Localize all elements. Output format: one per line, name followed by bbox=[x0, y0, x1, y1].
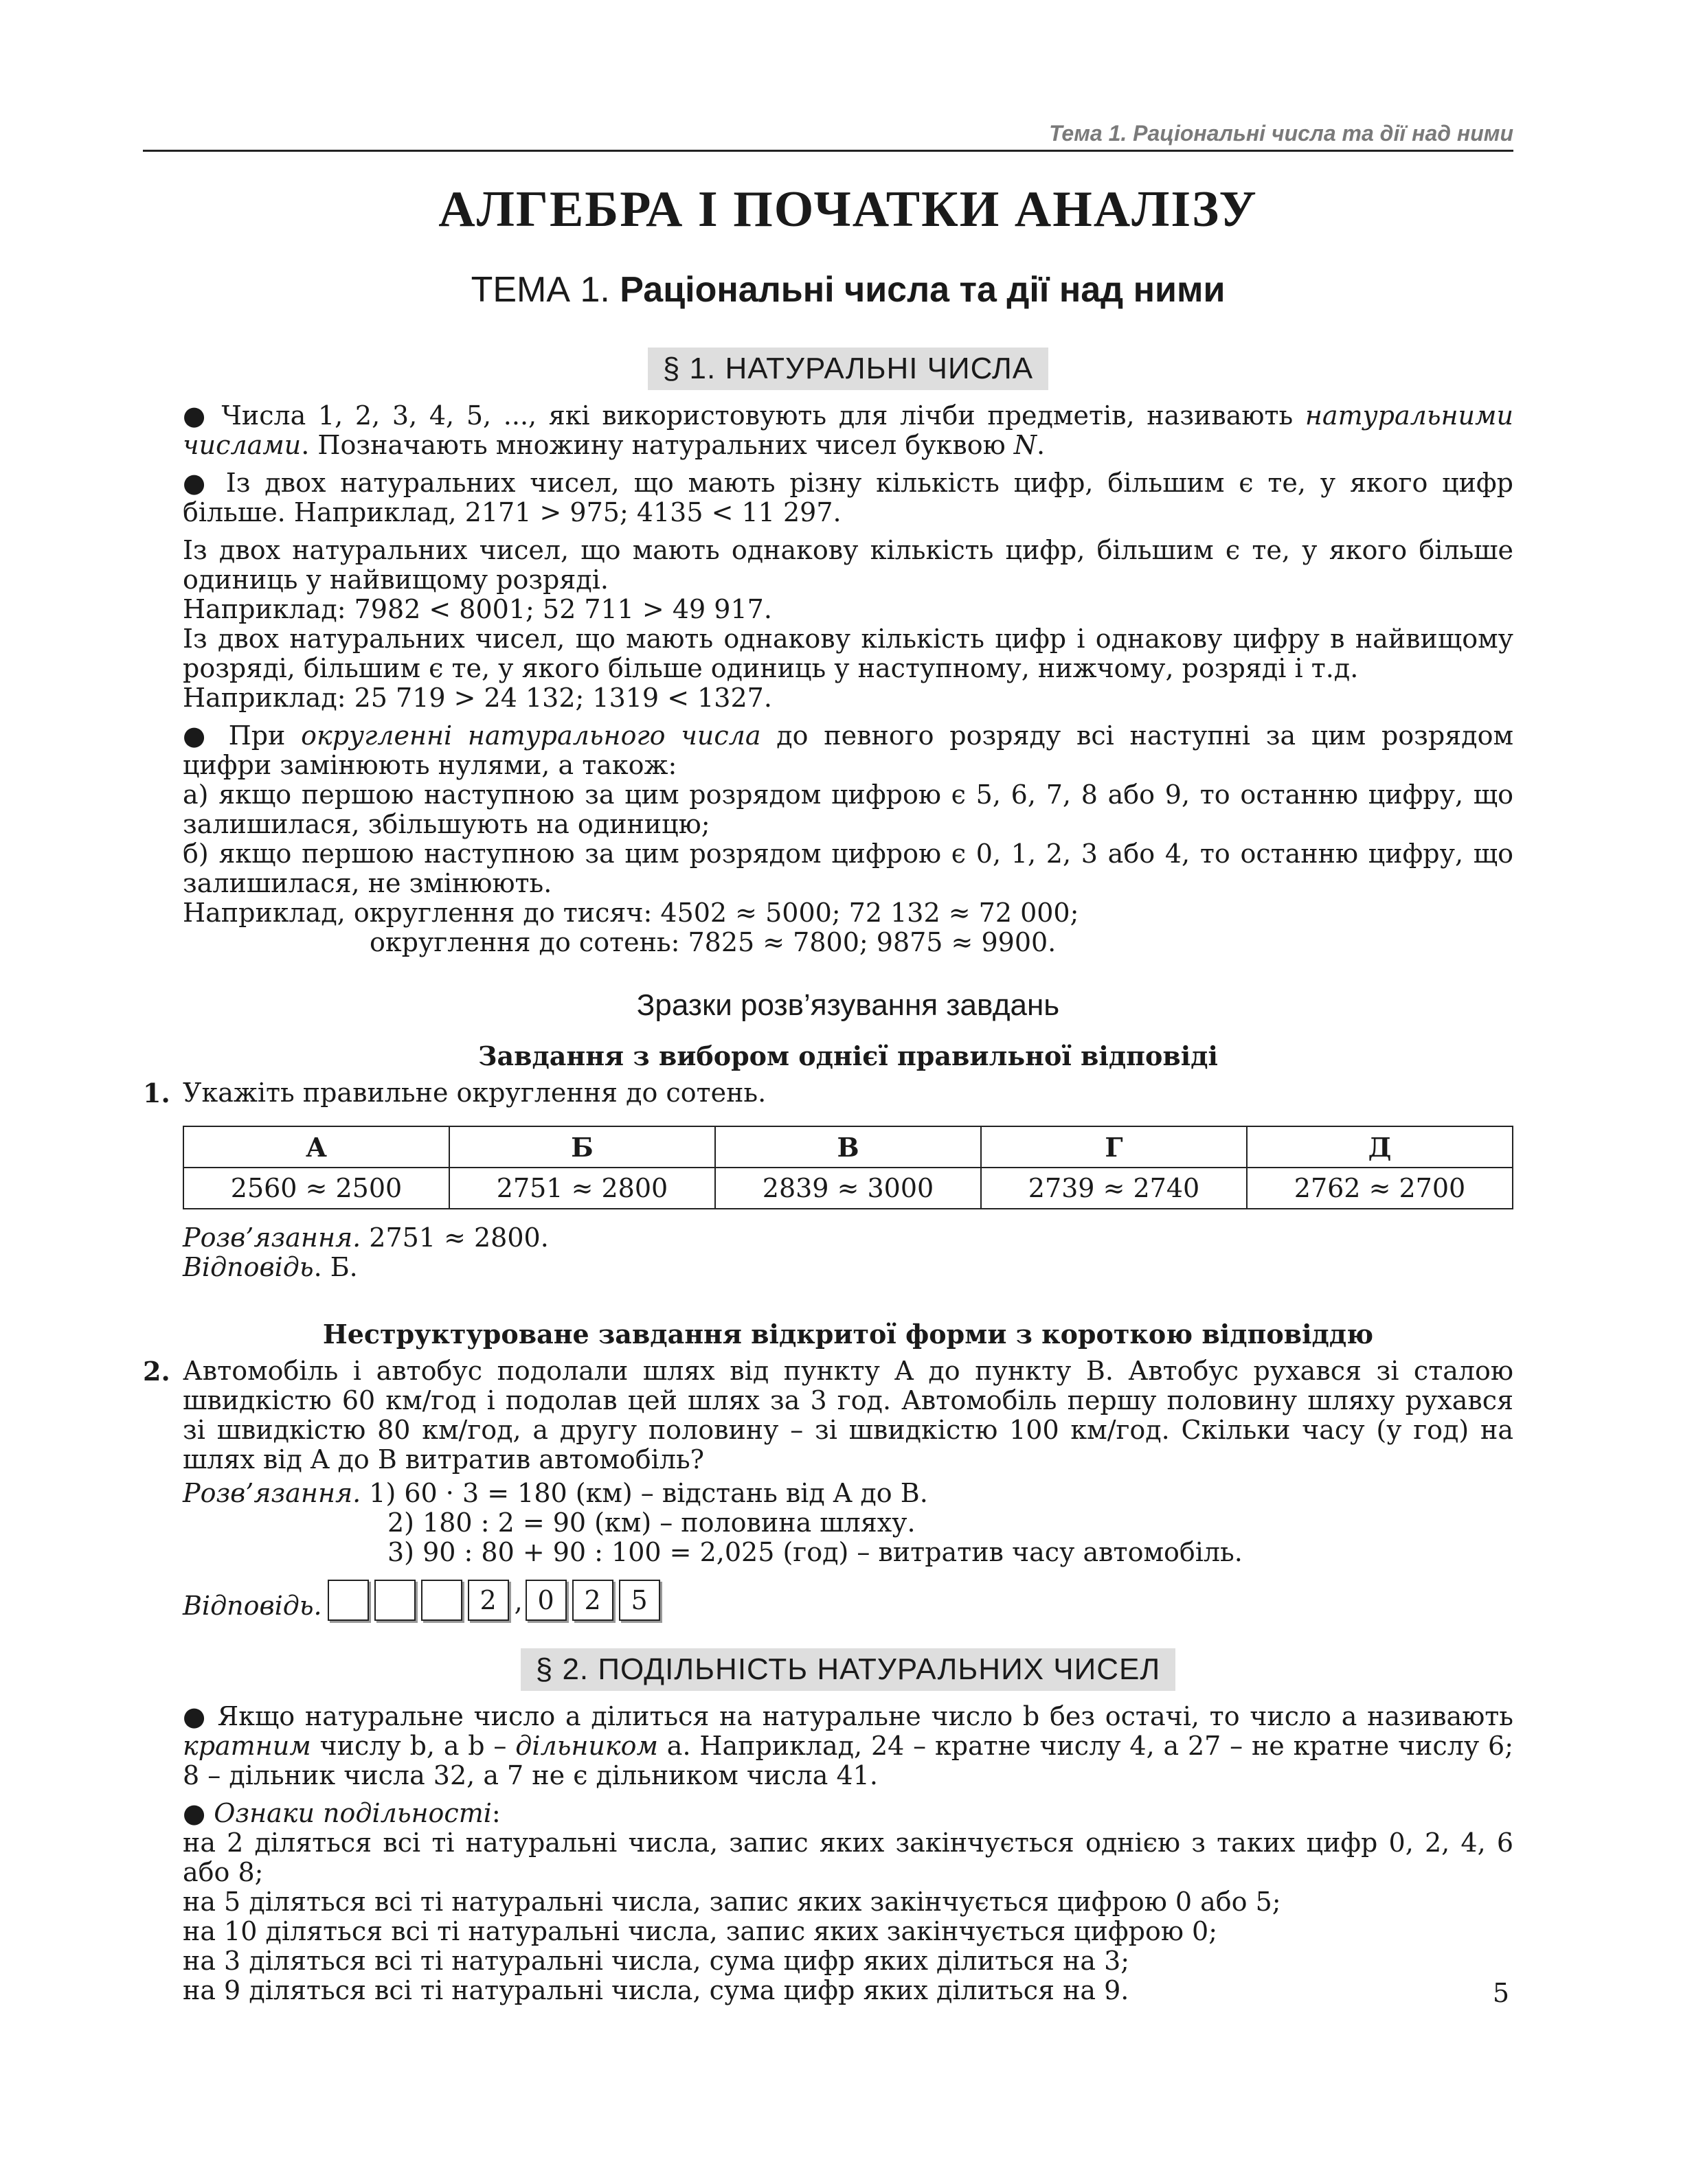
option-letter: Б bbox=[449, 1126, 715, 1168]
section-2-title: § 2. ПОДІЛЬНІСТЬ НАТУРАЛЬНИХ ЧИСЕЛ bbox=[521, 1648, 1175, 1691]
answer-box: 2 bbox=[572, 1580, 613, 1621]
main-title: АЛГЕБРА І ПОЧАТКИ АНАЛІЗУ bbox=[438, 181, 1258, 238]
text-span: ● Числа 1, 2, 3, 4, 5, ..., які використовують для лічби предметів, називають bbox=[183, 400, 1305, 431]
answer-box bbox=[328, 1580, 369, 1621]
decimal-comma: , bbox=[514, 1586, 523, 1617]
comparison-rule-1: ● Із двох натуральних чисел, що мають різну кількість цифр, більшим є те, у якого цифр більше. Наприклад, 2171 > 975; 4135 < 11 297. bbox=[183, 468, 1513, 527]
section-1-title: § 1. НАТУРАЛЬНІ ЧИСЛА bbox=[648, 348, 1048, 390]
divisibility-rule-10: на 10 діляться всі ті натуральні числа, запис яких закінчується цифрою 0; bbox=[183, 1916, 1218, 1946]
text-span: ● Якщо натуральне число a ділиться на натуральне число b без остачі, то число a називають bbox=[183, 1701, 1513, 1731]
comparison-rule-2: Із двох натуральних чисел, що мають однакову кількість цифр, більшим є те, у якого більше одиниць у найвищому розряді. bbox=[183, 535, 1513, 595]
answer-options-table bbox=[183, 1126, 1513, 1209]
running-header: Тема 1. Раціональні числа та дії над ними bbox=[1049, 121, 1513, 146]
solution-text: 2751 ≈ 2800. bbox=[361, 1222, 549, 1253]
divisibility-definition bbox=[183, 1702, 1513, 1790]
solution-step: 1) 60 · 3 = 180 (км) – відстань від A до B. bbox=[361, 1478, 928, 1508]
text-span: a. Наприклад, 24 – кратне числу 4, а 27 – не кратне числу 6; 8 – дільник числа 32, а 7 не є дільником числа 41. bbox=[183, 1731, 1513, 1790]
answer-box: 5 bbox=[619, 1580, 660, 1621]
section-2-heading-wrap bbox=[183, 1648, 1513, 1691]
solution-label: Розв’язання. bbox=[183, 1478, 361, 1508]
option-letter: В bbox=[715, 1126, 981, 1168]
rounding-rule bbox=[183, 721, 1513, 780]
header-rule bbox=[143, 150, 1513, 152]
solution-label: Розв’язання. bbox=[183, 1222, 361, 1253]
comparison-example-2: Наприклад: 7982 < 8001; 52 711 > 49 917. bbox=[183, 594, 772, 624]
option-value: 2751 ≈ 2800 bbox=[449, 1168, 715, 1209]
task-2-answer bbox=[183, 1580, 1513, 1621]
answer-box bbox=[421, 1580, 462, 1621]
text-span: . Позначають множину натуральних чисел буквою bbox=[301, 430, 1014, 460]
option-letter: Г bbox=[981, 1126, 1247, 1168]
topic-title bbox=[183, 262, 1513, 317]
signs-label: ● Ознаки подільності bbox=[183, 1798, 492, 1828]
text-span: до певного розряду всі наступні за цим розрядом цифри замінюють нулями, а також: bbox=[183, 720, 1514, 780]
answer-box bbox=[374, 1580, 416, 1621]
task-1-type: Завдання з вибором однієї правильної відповіді bbox=[478, 1040, 1218, 1071]
rounding-example-2: округлення до сотень: 7825 ≈ 7800; 9875 ≈ 9900. bbox=[370, 927, 1057, 957]
set-symbol: N bbox=[1013, 430, 1037, 460]
divisibility-signs-heading bbox=[183, 1799, 1513, 1828]
option-value: 2739 ≈ 2740 bbox=[981, 1168, 1247, 1209]
option-letter: Д bbox=[1247, 1126, 1513, 1168]
text-span: : bbox=[491, 1798, 501, 1828]
task-2-solution-step-2: 2) 180 : 2 = 90 (км) – половина шляху. bbox=[387, 1508, 916, 1538]
task-2-solution-step-3: 3) 90 : 80 + 90 : 100 = 2,025 (год) – витратив часу автомобіль. bbox=[387, 1537, 1243, 1567]
task-2-text: Автомобіль і автобус подолали шлях від пункту A до пункту B. Автобус рухався зі сталою швидкістю 60 км/год і подолав цей шлях за 3 год. Автомобіль першу половину шляху рухався зі швидкістю 80 км/год, а другу половину – зі швидкістю 100 км/год. Скільки часу (у год) на шлях від A до B витратив автомобіль? bbox=[183, 1356, 1513, 1475]
divisibility-rule-5: на 5 діляться всі ті натуральні числа, запис яких закінчується цифрою 0 або 5; bbox=[183, 1887, 1281, 1917]
task-1: 1. Укажіть правильне округлення до сотень. bbox=[143, 1078, 767, 1108]
table-row bbox=[183, 1168, 1513, 1209]
divisibility-rule-2: на 2 діляться всі ті натуральні числа, запис яких закінчується однією з таких цифр 0, 2, 4, 6 або 8; bbox=[183, 1828, 1513, 1887]
option-value: 2839 ≈ 3000 bbox=[715, 1168, 981, 1209]
natural-numbers-definition bbox=[183, 401, 1513, 460]
answer-label: Відповідь bbox=[183, 1252, 314, 1282]
answer-box: 0 bbox=[526, 1580, 567, 1621]
divisibility-rule-9: на 9 діляться всі ті натуральні числа, сума цифр яких ділиться на 9. bbox=[183, 1975, 1129, 2005]
comparison-rule-3: Із двох натуральних чисел, що мають однакову кількість цифр і однакову цифру в найвищому розряді, більшим є те, у якого більше одиниць у наступному, нижчому, розряді і т.д. bbox=[183, 624, 1513, 683]
term-divisor: дільником bbox=[515, 1731, 658, 1761]
page-content bbox=[143, 163, 1514, 2005]
option-value: 2560 ≈ 2500 bbox=[183, 1168, 449, 1209]
task-1-text: Укажіть правильне округлення до сотень. bbox=[183, 1078, 767, 1108]
divisibility-rule-3: на 3 діляться всі ті натуральні числа, сума цифр яких ділиться на 3; bbox=[183, 1946, 1130, 1976]
term-natural-numbers: натуральними числами bbox=[183, 400, 1513, 460]
page-number: 5 bbox=[1492, 1978, 1509, 2008]
task-1-answer bbox=[183, 1253, 1513, 1282]
samples-heading: Зразки розв’язування завдань bbox=[636, 988, 1060, 1022]
task-2-solution-step-1 bbox=[183, 1479, 1513, 1508]
text-span: . bbox=[1037, 430, 1046, 460]
task-1-solution bbox=[183, 1223, 1513, 1253]
comparison-example-3: Наприклад: 25 719 > 24 132; 1319 < 1327. bbox=[183, 683, 772, 713]
answer-label: Відповідь. bbox=[183, 1591, 322, 1621]
answer-text: . Б. bbox=[313, 1252, 358, 1282]
term-rounding: округленні натурального числа bbox=[301, 720, 761, 751]
term-multiple: кратним bbox=[183, 1731, 311, 1761]
answer-box: 2 bbox=[468, 1580, 509, 1621]
rounding-case-b: б) якщо першою наступною за цим розрядом цифрою є 0, 1, 2, 3 або 4, то останню цифру, що залишилася, не змінюють. bbox=[183, 839, 1513, 898]
rounding-example-1: Наприклад, округлення до тисяч: 4502 ≈ 5000; 72 132 ≈ 72 000; bbox=[183, 898, 1079, 928]
text-span: числу b, а b – bbox=[311, 1731, 516, 1761]
table-header-row bbox=[183, 1126, 1513, 1168]
option-value: 2762 ≈ 2700 bbox=[1247, 1168, 1513, 1209]
topic-name: Раціональні числа та дії над ними bbox=[620, 270, 1226, 310]
text-span: ● При bbox=[183, 720, 302, 751]
task-2: 2. Автомобіль і автобус подолали шлях від пункту A до пункту B. Автобус рухався зі сталою швидкістю 60 км/год і подолав цей шлях за 3 год. Автомобіль першу половину шляху рухався зі швидкістю 80 км/год, а другу половину – зі швидкістю 100 км/год. Скільки часу (у год) на шлях від A до B витратив автомобіль? bbox=[143, 1356, 1513, 1475]
task-2-type: Неструктуроване завдання відкритої форми з короткою відповіддю bbox=[322, 1319, 1374, 1350]
rounding-case-a: а) якщо першою наступною за цим розрядом цифрою є 5, 6, 7, 8 або 9, то останню цифру, що залишилася, збільшують на одиницю; bbox=[183, 780, 1513, 839]
option-letter: А bbox=[183, 1126, 449, 1168]
topic-prefix: ТЕМА 1. bbox=[471, 270, 620, 310]
section-1-heading-wrap bbox=[183, 348, 1513, 390]
